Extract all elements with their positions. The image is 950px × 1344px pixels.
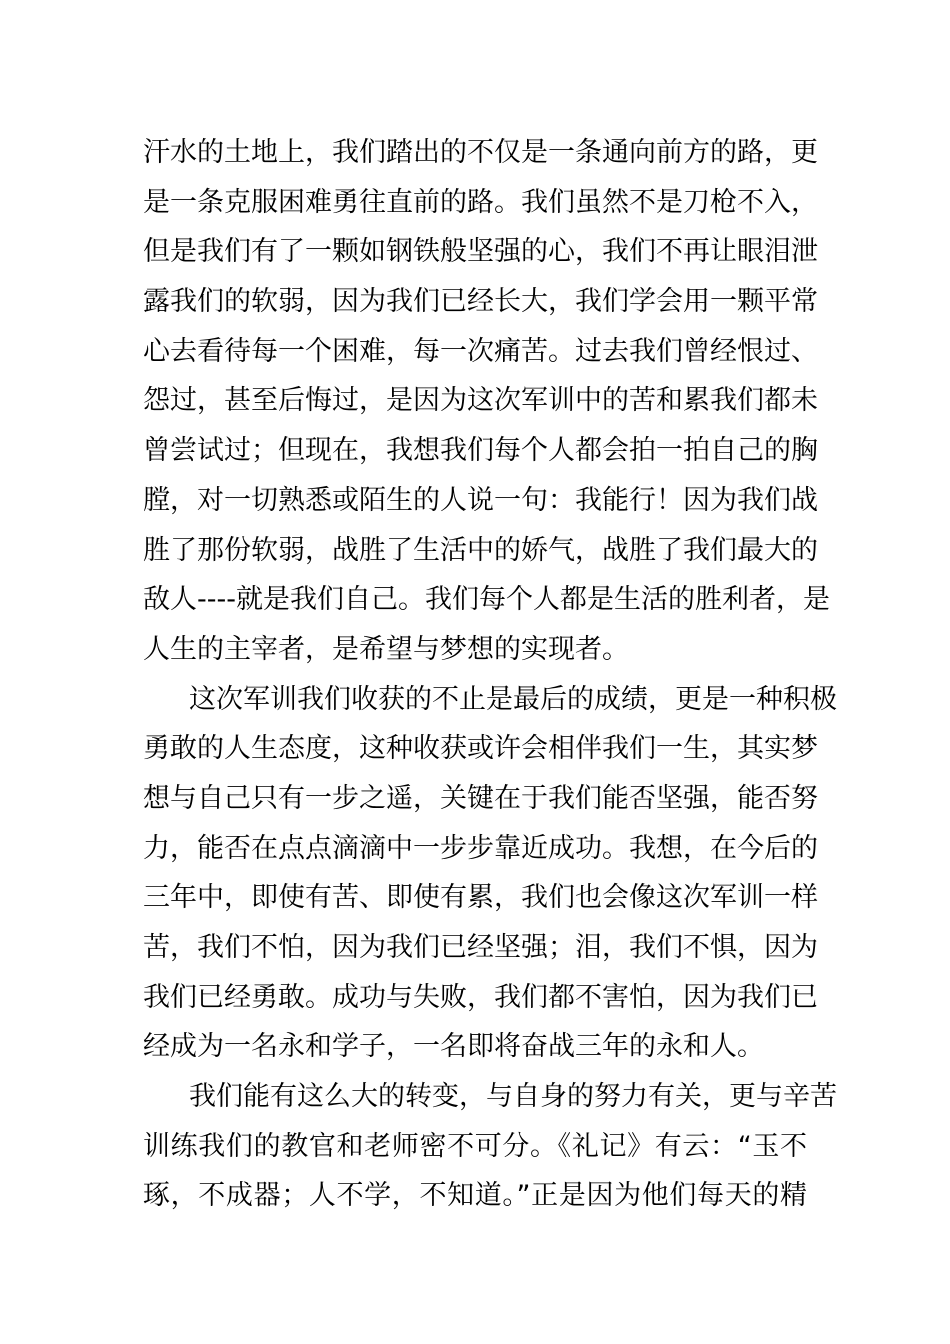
text-line: 人生的主宰者，是希望与梦想的实现者。 <box>143 633 629 665</box>
text-line: 敌人----就是我们自己。我们每个人都是生活的胜利者，是 <box>143 584 830 616</box>
paragraph <box>143 675 837 1073</box>
text-line: 是一条克服困难勇往直前的路。我们虽然不是刀枪不入， <box>143 186 818 218</box>
paragraph <box>143 1072 837 1221</box>
text-line: 我们能有这么大的转变，与自身的努力有关，更与辛苦 <box>189 1081 837 1113</box>
paragraph <box>143 128 830 675</box>
text-line: 经成为一名永和学子，一名即将奋战三年的永和人。 <box>143 1031 764 1063</box>
text-line: 心去看待每一个困难，每一次痛苦。过去我们曾经恨过、 <box>143 335 818 367</box>
text-line: 琢，不成器；人不学，不知道。”正是因为他们每天的精 <box>143 1180 807 1212</box>
text-line: 胜了那份软弱，战胜了生活中的娇气，战胜了我们最大的 <box>143 534 818 566</box>
text-line: 露我们的软弱，因为我们已经长大，我们学会用一颗平常 <box>143 286 818 318</box>
document-body <box>143 128 837 1221</box>
text-line: 曾尝试过；但现在，我想我们每个人都会拍一拍自己的胸 <box>143 435 818 467</box>
text-line: 我们已经勇敢。成功与失败，我们都不害怕，因为我们已 <box>143 981 818 1013</box>
text-line: 苦，我们不怕，因为我们已经坚强；泪，我们不惧，因为 <box>143 932 818 963</box>
text-line: 汗水的土地上，我们踏出的不仅是一条通向前方的路，更 <box>143 137 818 168</box>
text-line: 勇敢的人生态度，这种收获或许会相伴我们一生，其实梦 <box>143 733 818 765</box>
text-line: 这次军训我们收获的不止是最后的成绩，更是一种积极 <box>189 683 837 715</box>
text-line: 三年中，即使有苦、即使有累，我们也会像这次军训一样 <box>143 882 818 914</box>
text-line: 力，能否在点点滴滴中一步步靠近成功。我想，在今后的 <box>143 832 818 864</box>
text-line: 想与自己只有一步之遥，关键在于我们能否坚强，能否努 <box>143 782 818 814</box>
text-line: 但是我们有了一颗如钢铁般坚强的心，我们不再让眼泪泄 <box>143 236 818 268</box>
text-line: 膛，对一切熟悉或陌生的人说一句：我能行！因为我们战 <box>143 484 818 516</box>
text-line: 训练我们的教官和老师密不可分。《礼记》有云：“玉不 <box>143 1130 807 1162</box>
text-line: 怨过，甚至后悔过，是因为这次军训中的苦和累我们都未 <box>143 385 818 417</box>
